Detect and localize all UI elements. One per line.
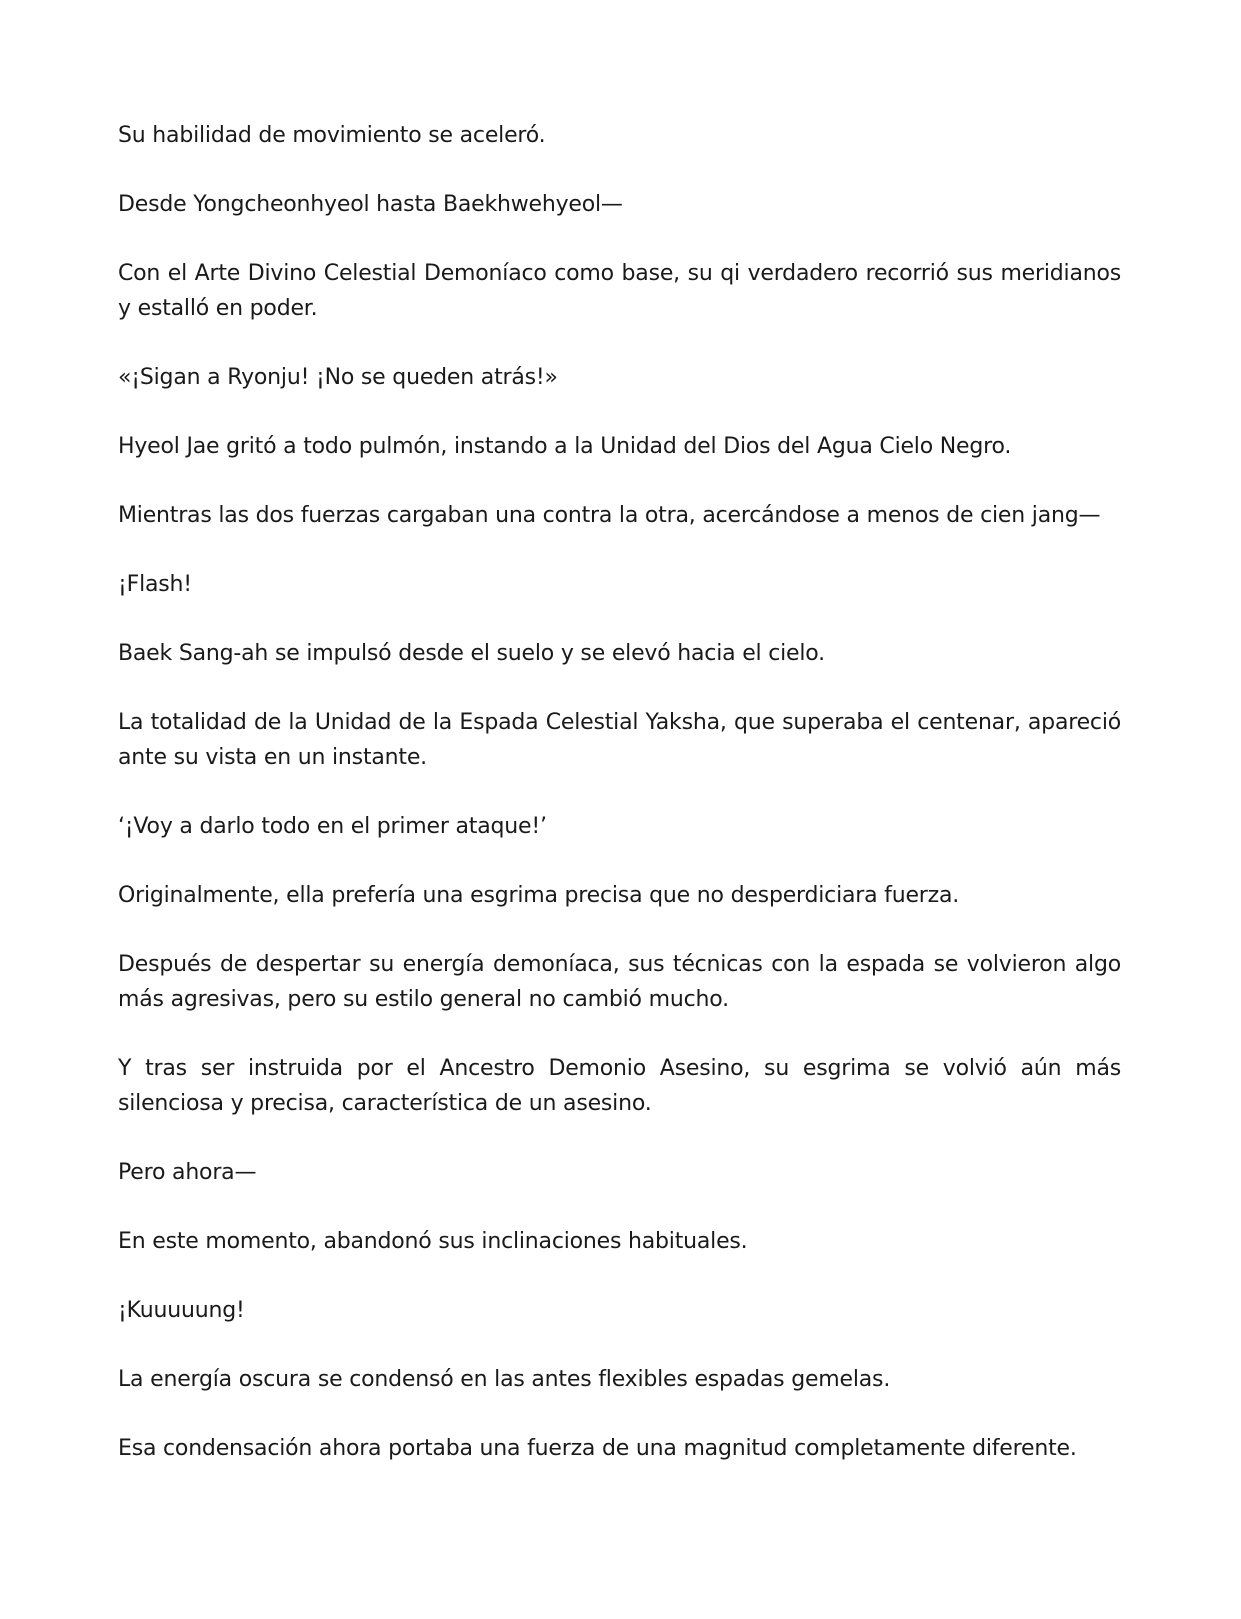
paragraph: Con el Arte Divino Celestial Demoníaco como base, su qi verdadero recorrió sus meridianos y estalló en poder.: [118, 261, 1121, 321]
paragraph: Su habilidad de movimiento se aceleró.: [118, 123, 546, 148]
paragraph: ¡Kuuuuung!: [118, 1298, 245, 1323]
paragraph: ‘¡Voy a darlo todo en el primer ataque!’: [118, 814, 547, 839]
paragraph: Y tras ser instruida por el Ancestro Demonio Asesino, su esgrima se volvió aún más silenciosa y precisa, característica de un asesino.: [118, 1056, 1121, 1116]
paragraph: Baek Sang-ah se impulsó desde el suelo y se elevó hacia el cielo.: [118, 641, 825, 666]
paragraph: En este momento, abandonó sus inclinaciones habituales.: [118, 1229, 748, 1254]
paragraph: «¡Sigan a Ryonju! ¡No se queden atrás!»: [118, 365, 558, 390]
paragraph: Después de despertar su energía demoníaca, sus técnicas con la espada se volvieron algo más agresivas, pero su estilo general no cambió mucho.: [118, 952, 1121, 1012]
paragraph: Hyeol Jae gritó a todo pulmón, instando a la Unidad del Dios del Agua Cielo Negro.: [118, 434, 1012, 459]
paragraph: ¡Flash!: [118, 572, 192, 597]
paragraph: Desde Yongcheonhyeol hasta Baekhwehyeol—: [118, 192, 623, 217]
paragraph: La totalidad de la Unidad de la Espada Celestial Yaksha, que superaba el centenar, apareció ante su vista en un instante.: [118, 710, 1121, 770]
paragraph: La energía oscura se condensó en las antes flexibles espadas gemelas.: [118, 1367, 891, 1392]
document-body: [118, 118, 1121, 1500]
paragraph: Originalmente, ella prefería una esgrima precisa que no desperdiciara fuerza.: [118, 883, 960, 908]
paragraph: Esa condensación ahora portaba una fuerza de una magnitud completamente diferente.: [118, 1436, 1077, 1461]
paragraph: Mientras las dos fuerzas cargaban una contra la otra, acercándose a menos de cien jang—: [118, 503, 1101, 528]
paragraph: Pero ahora—: [118, 1160, 257, 1185]
